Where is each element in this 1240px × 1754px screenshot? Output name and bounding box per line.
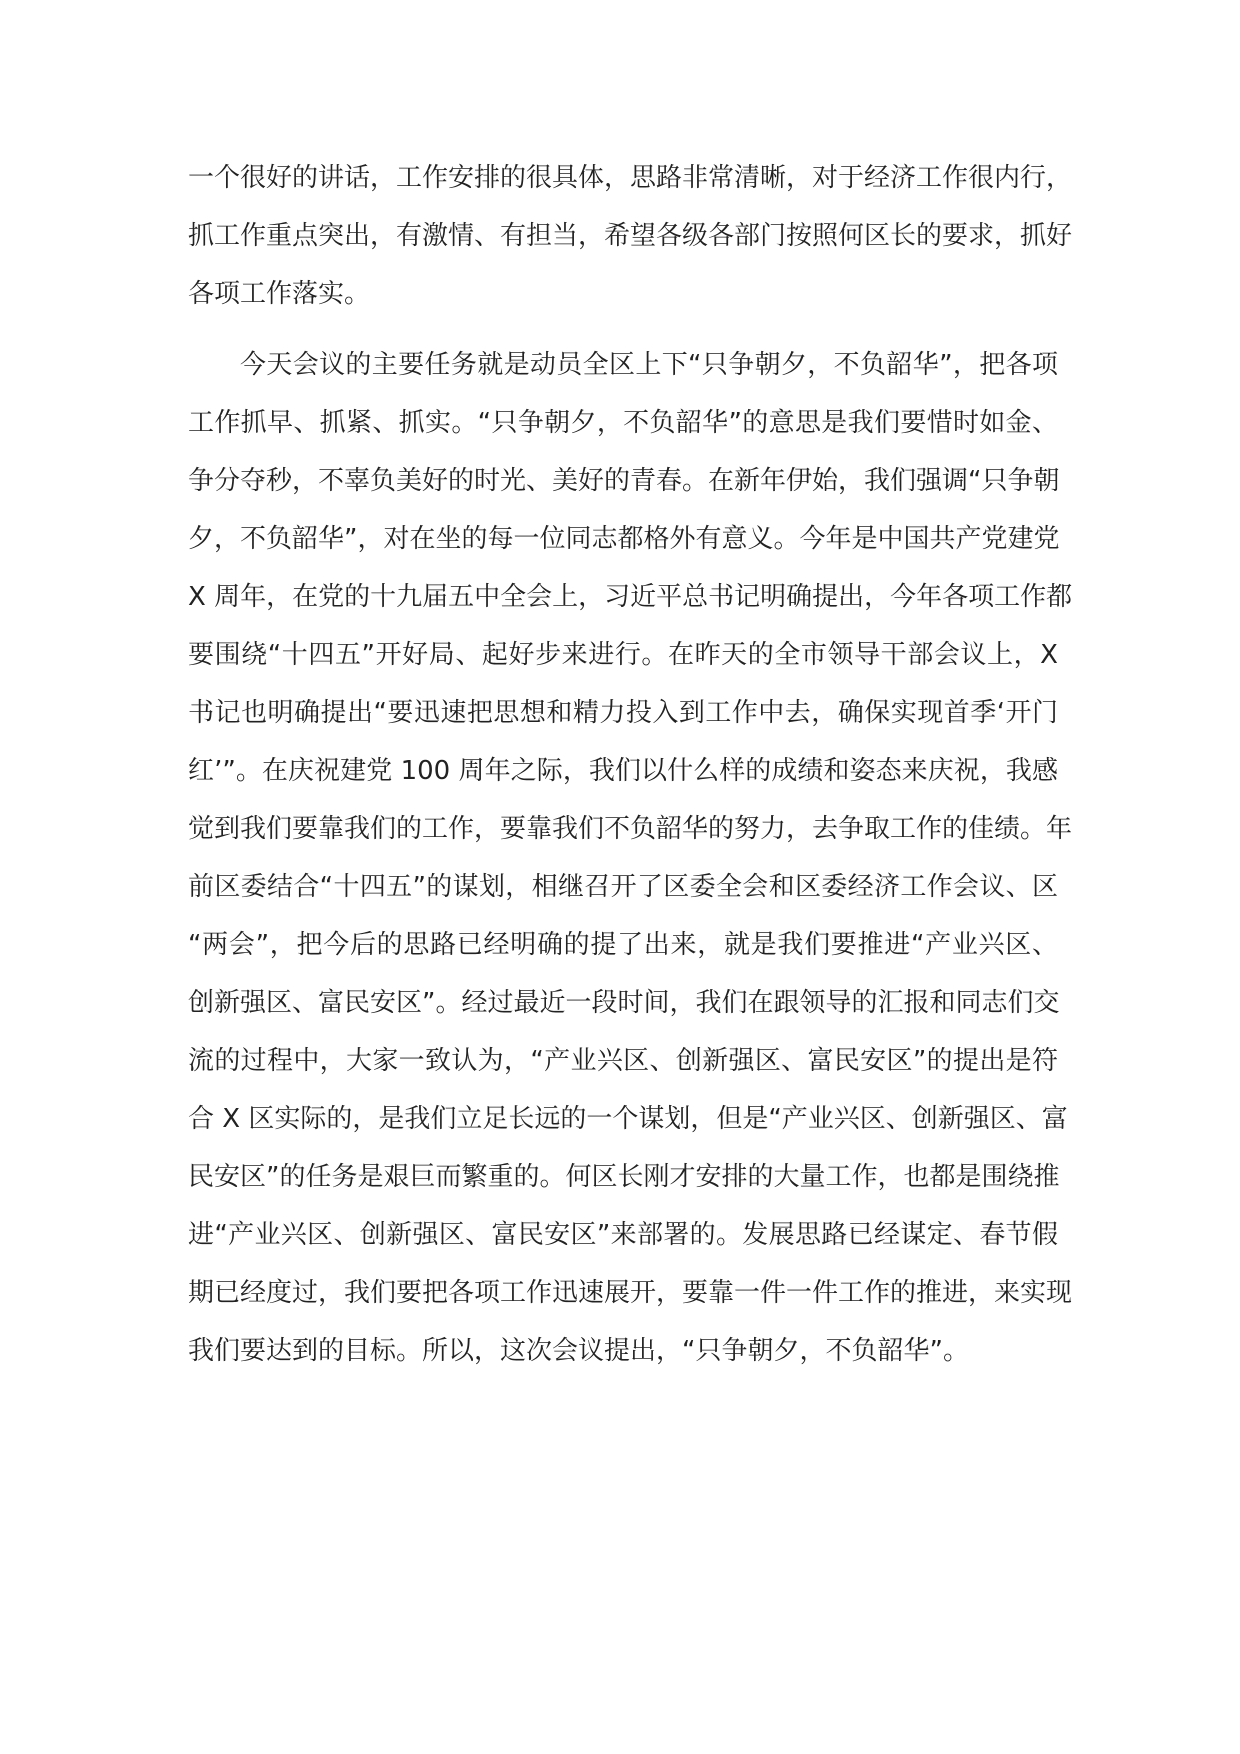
paragraph-2-line-6: 要围绕“十四五”开好局、起好步来进行。在昨天的全市领导干部会议上，X bbox=[188, 640, 1058, 670]
paragraph-2-line-11: “两会”，把今后的思路已经明确的提了出来，就是我们要推进“产业兴区、 bbox=[188, 930, 1058, 960]
paragraph-2-line-16: 进“产业兴区、创新强区、富民安区”来部署的。发展思路已经谋定、春节假 bbox=[188, 1220, 1058, 1250]
paragraph-2-line-13: 流的过程中，大家一致认为，“产业兴区、创新强区、富民安区”的提出是符 bbox=[188, 1046, 1058, 1076]
paragraph-2-line-5: X 周年，在党的十九届五中全会上，习近平总书记明确提出，今年各项工作都 bbox=[188, 582, 1073, 612]
paragraph-2-line-15: 民安区”的任务是艰巨而繁重的。何区长刚才安排的大量工作，也都是围绕推 bbox=[188, 1162, 1060, 1192]
paragraph-2-line-4: 夕，不负韶华”，对在坐的每一位同志都格外有意义。今年是中国共产党建党 bbox=[188, 524, 1060, 554]
paragraph-2-line-17: 期已经度过，我们要把各项工作迅速展开，要靠一件一件工作的推进，来实现 bbox=[188, 1278, 1073, 1308]
paragraph-1-line-2: 抓工作重点突出，有激情、有担当，希望各级各部门按照何区长的要求，抓好 bbox=[188, 221, 1073, 251]
paragraph-2-line-12: 创新强区、富民安区”。经过最近一段时间，我们在跟领导的汇报和同志们交 bbox=[188, 988, 1060, 1018]
paragraph-1-line-1: 一个很好的讲话，工作安排的很具体，思路非常清晰，对于经济工作很内行， bbox=[188, 163, 1073, 193]
paragraph-2-line-14: 合 X 区实际的，是我们立足长远的一个谋划，但是“产业兴区、创新强区、富 bbox=[188, 1104, 1068, 1134]
paragraph-2-line-7: 书记也明确提出“要迅速把思想和精力投入到工作中去，确保实现首季‘开门 bbox=[188, 698, 1058, 728]
paragraph-2-line-9: 觉到我们要靠我们的工作，要靠我们不负韶华的努力，去争取工作的佳绩。年 bbox=[188, 814, 1073, 844]
paragraph-2-line-3: 争分夺秒，不辜负美好的时光、美好的青春。在新年伊始，我们强调“只争朝 bbox=[188, 466, 1060, 496]
paragraph-2-line-8: 红’”。在庆祝建党 100 周年之际，我们以什么样的成绩和姿态来庆祝，我感 bbox=[188, 756, 1058, 786]
paragraph-2-line-1: 今天会议的主要任务就是动员全区上下“只争朝夕，不负韶华”，把各项 bbox=[240, 350, 1058, 380]
paragraph-2-line-18: 我们要达到的目标。所以，这次会议提出，“只争朝夕，不负韶华”。 bbox=[188, 1336, 969, 1366]
paragraph-2-line-2: 工作抓早、抓紧、抓实。“只争朝夕，不负韶华”的意思是我们要惜时如金、 bbox=[188, 408, 1058, 438]
paragraph-1-line-3: 各项工作落实。 bbox=[188, 279, 371, 309]
paragraph-2-line-10: 前区委结合“十四五”的谋划，相继召开了区委全会和区委经济工作会议、区 bbox=[188, 872, 1058, 902]
